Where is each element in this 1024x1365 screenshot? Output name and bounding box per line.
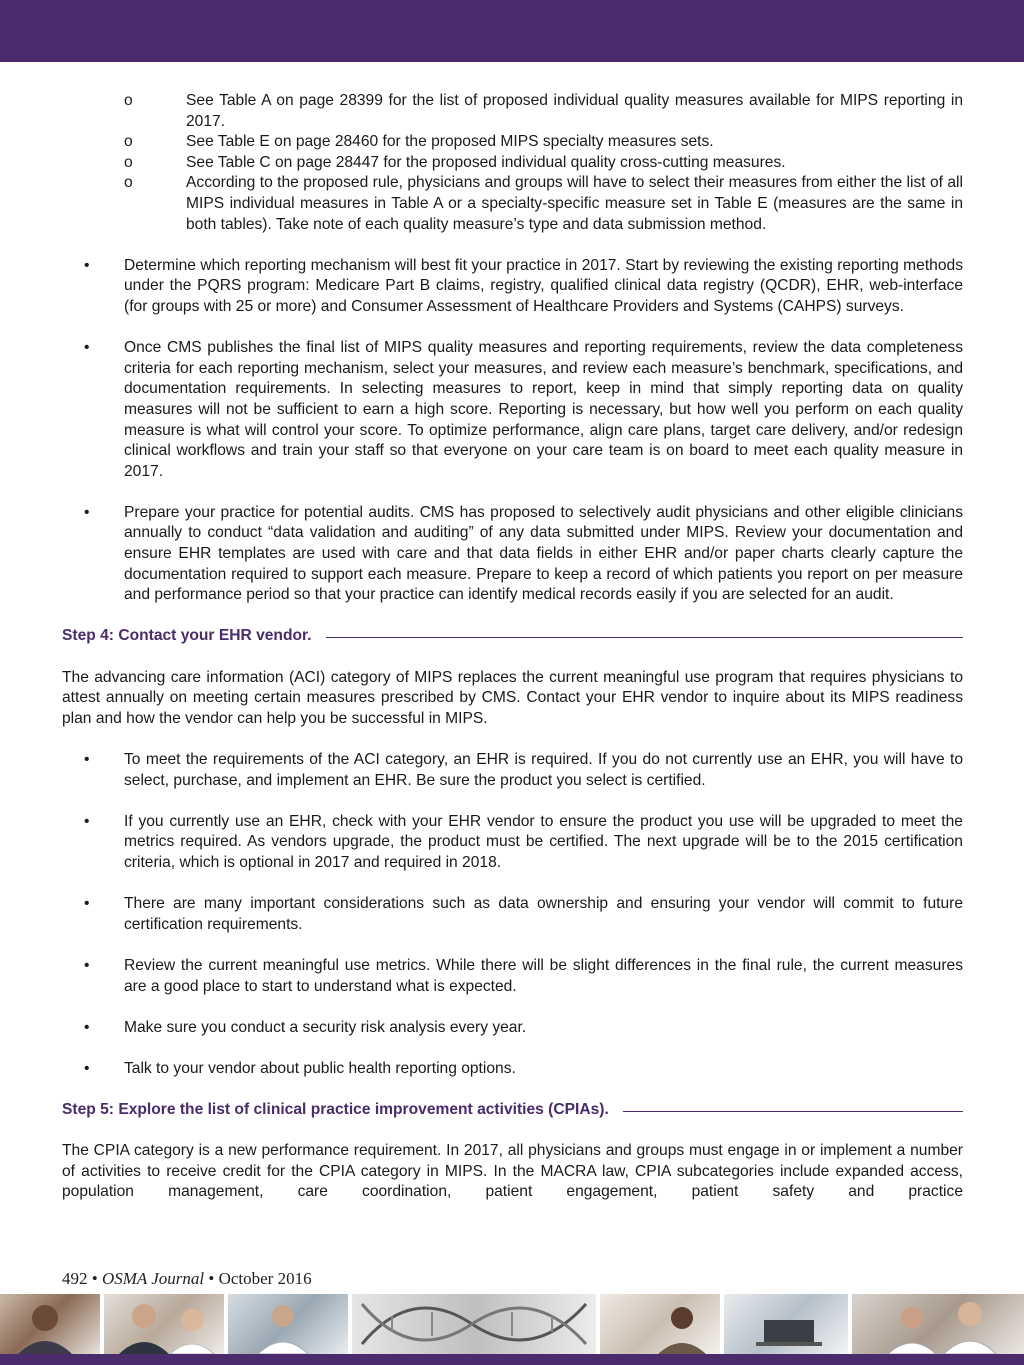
bullet-item: • Prepare your practice for potential audits. CMS has proposed to selectively audit physicians and other eligible clinicians annually to conduct “data validation and auditing” of any data submitted under MIPS. Review your documentation and ensure EHR templates are used with care and that data fields in either EHR and/or paper charts clearly capture the documentation required to support each measure. Prepare to keep a record of which patients you report on per measure and performance period so that your practice can identify medical records easily if you are selected for an audit. [84, 503, 963, 604]
footer-separator: • [91, 1269, 98, 1288]
bullet-item: • Determine which reporting mechanism will best fit your practice in 2017. Start by reviewing the existing reporting methods under the PQRS program: Medicare Part B claims, registry, qualified clinical data registry (QCDR), EHR, web-interface (for groups with 25 or more) and Consumer Assessment of Healthcare Providers and Systems (CAHPS) surveys. [84, 256, 963, 315]
journal-title: OSMA Journal [101, 1269, 205, 1288]
step-5-heading: Step 5: Explore the list of clinical practice improvement activities (CPIAs). [62, 1100, 963, 1121]
doctor-photo-image [0, 1294, 100, 1354]
step-4-heading: Step 4: Contact your EHR vendor. [62, 626, 963, 647]
bullet-item: • To meet the requirements of the ACI category, an EHR is required. If you do not currently use an EHR, you will have to select, purchase, and implement an EHR. Be sure the product you select is certified. [84, 751, 963, 789]
page-number: 492 [62, 1269, 88, 1288]
sublist-marker: o [124, 174, 133, 192]
step-5-intro: The CPIA category is a new performance requirement. In 2017, all physicians and groups must engage in or implement a number of activities to receive credit for the CPIA category in MIPS. In the MACRA law, CPIA subcategories include expanded access, population management, care coordination, patient engagement, patient safety and practice [62, 1142, 963, 1201]
bullet-marker: • [84, 1059, 90, 1077]
issue-date: October 2016 [218, 1269, 312, 1288]
sublist-item: o See Table C on page 28447 for the proposed individual quality cross-cutting measures. [62, 153, 963, 174]
dna-helix-icon [352, 1294, 596, 1354]
article-body [62, 91, 963, 1203]
bullet-marker: • [84, 812, 90, 830]
sublist-marker: o [124, 92, 133, 109]
photo-strip [0, 1294, 1024, 1354]
sublist-item: o According to the proposed rule, physicians and groups will have to select their measures from either the list of all MIPS individual measures in Table A or a specialty-specific measure set in Table E (measures are the same in both tables). Take note of each quality measure’s type and data submission method. [124, 174, 963, 233]
sublist-item: o See Table E on page 28460 for the proposed MIPS specialty measures sets. [62, 132, 963, 153]
bullet-marker: • [84, 503, 90, 521]
bullet-item: • Make sure you conduct a security risk analysis every year. [62, 1018, 963, 1039]
patient-photo-image [104, 1294, 224, 1354]
sublist-marker: o [124, 133, 133, 151]
clinic-photo-image [228, 1294, 348, 1354]
footer-band [0, 1354, 1024, 1365]
sublist-item: o See Table A on page 28399 for the list of proposed individual quality measures available for MIPS reporting in 2017. [124, 92, 963, 130]
page-footer [62, 1269, 312, 1289]
bullet-marker: • [84, 1018, 90, 1036]
doctors-icon [852, 1294, 1024, 1354]
bullet-marker: • [84, 895, 90, 913]
bullet-marker: • [84, 339, 90, 357]
quality-measures-sublist [62, 91, 963, 235]
heading-rule [623, 1111, 963, 1112]
bullet-marker: • [84, 956, 90, 974]
bullet-marker: • [84, 751, 90, 768]
consultation-photo-image [600, 1294, 720, 1354]
reporting-bullets [62, 256, 963, 606]
bullet-item: • Review the current meaningful use metrics. While there will be slight differences in the final rule, the current measures are a good place to start to understand what is expected. [84, 956, 963, 995]
bullet-marker: • [84, 256, 90, 274]
bullet-item: • Talk to your vendor about public health reporting options. [62, 1059, 963, 1080]
clinician-icon [228, 1294, 348, 1354]
sublist-marker: o [124, 153, 133, 171]
step-4-intro: The advancing care information (ACI) category of MIPS replaces the current meaningful use program that requires physicians to attest annually on meeting certain measures prescribed by CMS. Contact your EHR vendor to inquire about its MIPS readiness plan and how the vendor can help you be successful in MIPS. [62, 668, 963, 727]
ehr-vendor-bullets [62, 750, 963, 1080]
bullet-item: • If you currently use an EHR, check with your EHR vendor to ensure the product you use will be upgraded to meet the metrics required. As vendors upgrade, the product must be certified. The next upgrade will be to the 2015 certification criteria, which is optional in 2017 and required in 2018. [84, 812, 963, 871]
bullet-item: • Once CMS publishes the final list of MIPS quality measures and reporting requirements, review the data completeness criteria for each reporting mechanism, select your measures, and review each measure’s benchmark, specifications, and documentation requirements. In selecting measures to report, keep in mind that simply reporting data on quality measures will not be sufficient to earn a high score. Reporting is necessary, but how well you perform on each quality measure is what will control your score. To optimize performance, align care plans, target care delivery, and/or redesign clinical workflows and train your staff so that everyone on your care team is on board to meet each quality measure in 2017. [84, 339, 963, 480]
doctors-photo-image [852, 1294, 1024, 1354]
bullet-item: • There are many important considerations such as data ownership and ensuring your vendor will commit to future certification requirements. [84, 895, 963, 933]
people-portrait-icon [104, 1294, 224, 1354]
footer-separator: • [208, 1269, 215, 1288]
dna-photo-image [352, 1294, 596, 1354]
computer-photo-image [724, 1294, 848, 1354]
header-band [0, 0, 1024, 62]
laptop-icon [724, 1294, 848, 1354]
consultation-icon [600, 1294, 720, 1354]
person-portrait-icon [0, 1294, 100, 1354]
heading-rule [326, 637, 963, 638]
